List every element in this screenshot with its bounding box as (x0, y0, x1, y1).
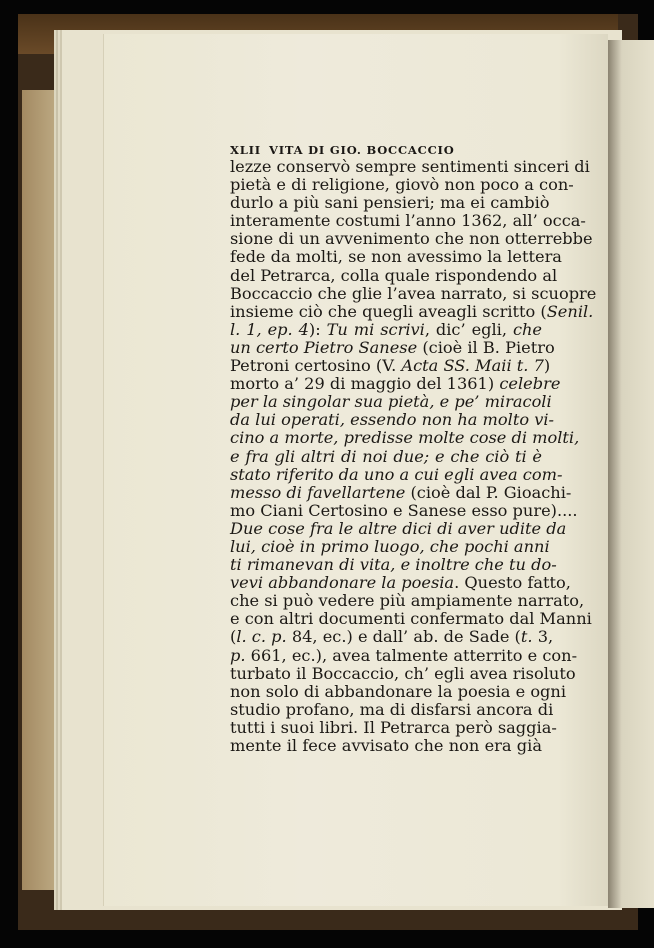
text-line (230, 229, 593, 249)
text-line (230, 410, 555, 430)
text-run: Boccaccio che glie l’avea narrato, si scuopre (230, 283, 597, 303)
text-run: (cioè dal P. Gioachi- (405, 482, 572, 502)
text-line (230, 609, 592, 629)
text-line (230, 321, 542, 339)
text-run: (cioè il B. Pietro (417, 337, 555, 357)
body-text (230, 157, 597, 755)
text-run: mo Ciani Certosino e Sanese esso pure).... (230, 500, 578, 520)
text-line (230, 464, 563, 484)
text-line (230, 193, 550, 213)
text-line (230, 717, 557, 737)
page-number: XLII (230, 143, 261, 157)
text-run: morto a’ 29 di maggio del 1361) (230, 374, 500, 394)
italic-run: per la singolar sua pietà, e pe’ miracoli (230, 392, 552, 412)
text-line (230, 645, 578, 665)
facing-page-edge (608, 40, 654, 908)
italic-run: un certo Pietro Sanese (230, 337, 418, 357)
text-run: lezze conservò sempre sentimenti sinceri di (230, 157, 590, 176)
text-line (230, 681, 567, 701)
text-run: ): (308, 319, 327, 339)
text-line (230, 301, 594, 321)
text-run: , dic’ egli, (424, 319, 513, 339)
italic-run: Acta SS. Maii t. 7 (401, 356, 544, 376)
text-line (230, 374, 561, 394)
italic-run: messo di favellartene (230, 482, 406, 502)
text-run: durlo a più sani pensieri; ma ei cambiò (230, 193, 550, 213)
italic-run: lui, cioè in primo luogo, che pochi anni (230, 536, 550, 556)
text-line (230, 518, 567, 538)
text-line (230, 211, 586, 231)
text-line (230, 591, 585, 611)
italic-run: l. 1, ep. 4 (230, 319, 309, 339)
italic-run: t. (520, 627, 533, 647)
text-run: Petroni certosino (V. (230, 356, 402, 376)
text-run: ( (230, 627, 237, 647)
text-run: studio profano, ma di disfarsi ancora di (230, 699, 554, 719)
text-run: 3, (532, 627, 554, 647)
text-line (230, 428, 580, 448)
text-run: tutti i suoi libri. Il Petrarca però saggia- (230, 717, 557, 737)
italic-run: stato riferito da uno a cui egli avea com- (230, 464, 563, 484)
italic-run: Due cose fra le altre dici di aver udite da (230, 518, 567, 538)
text-run: mente il fece avvisato che non era già (230, 736, 542, 755)
text-run: turbato il Boccaccio, ch’ egli avea risoluto (230, 663, 576, 683)
text-run: non solo di abbandonare la poesia e ogni (230, 681, 567, 701)
text-run: interamente costumi l’anno 1362, all’ occa- (230, 211, 586, 231)
running-title: VITA DI GIO. BOCCACCIO (269, 143, 455, 157)
text-run: 84, ec.) e dall’ ab. de Sade ( (286, 627, 521, 647)
text-line (230, 536, 550, 556)
text-run: ) (543, 356, 551, 376)
text-line (230, 555, 557, 575)
text-line (230, 175, 574, 195)
text-line (230, 573, 571, 593)
text-line (230, 627, 554, 647)
italic-run: vevi abbandonare la poesia (230, 573, 455, 593)
text-line (230, 448, 542, 466)
text-line (230, 157, 590, 176)
text-run: pietà e di religione, giovò non poco a con- (230, 175, 574, 195)
text-run: del Petrarca, colla quale rispondendo al (230, 265, 558, 285)
text-run: e con altri documenti confermato dal Manni (230, 609, 592, 629)
text-line (230, 663, 576, 683)
text-run: fede da molti, se non avessimo la lettera (230, 247, 562, 267)
italic-run: l. c. p. (236, 627, 287, 647)
italic-run: cino a morte, predisse molte cose di molti, (230, 428, 580, 448)
italic-run: Senil. (546, 301, 594, 321)
text-run: sione di un avvenimento che non otterrebbe (230, 229, 593, 249)
text-run: insieme ciò che quegli aveagli scritto ( (230, 301, 547, 321)
text-line (230, 247, 562, 267)
italic-run: Tu mi scrivi (326, 319, 425, 339)
text-line (230, 699, 554, 719)
text-line (230, 265, 558, 285)
text-line (230, 392, 552, 412)
text-line (230, 737, 542, 755)
text-run: che si può vedere più ampiamente narrato, (230, 591, 585, 611)
italic-run: e fra gli altri di noi due; e che ciò ti è (230, 446, 542, 466)
italic-run: che (512, 319, 543, 339)
text-line (230, 283, 597, 303)
italic-run: ti rimanevan di vita, e inoltre che tu do- (230, 555, 557, 575)
text-line (230, 337, 555, 357)
text-line (230, 356, 551, 376)
text-line (230, 500, 578, 520)
text-run: 661, ec.), avea talmente atterrito e con- (245, 645, 578, 665)
text-line (230, 482, 572, 502)
italic-run: p. (230, 645, 246, 665)
italic-run: da lui operati, essendo non ha molto vi- (230, 410, 555, 430)
text-run: . Questo fatto, (454, 573, 571, 593)
italic-run: celebre (499, 374, 561, 394)
